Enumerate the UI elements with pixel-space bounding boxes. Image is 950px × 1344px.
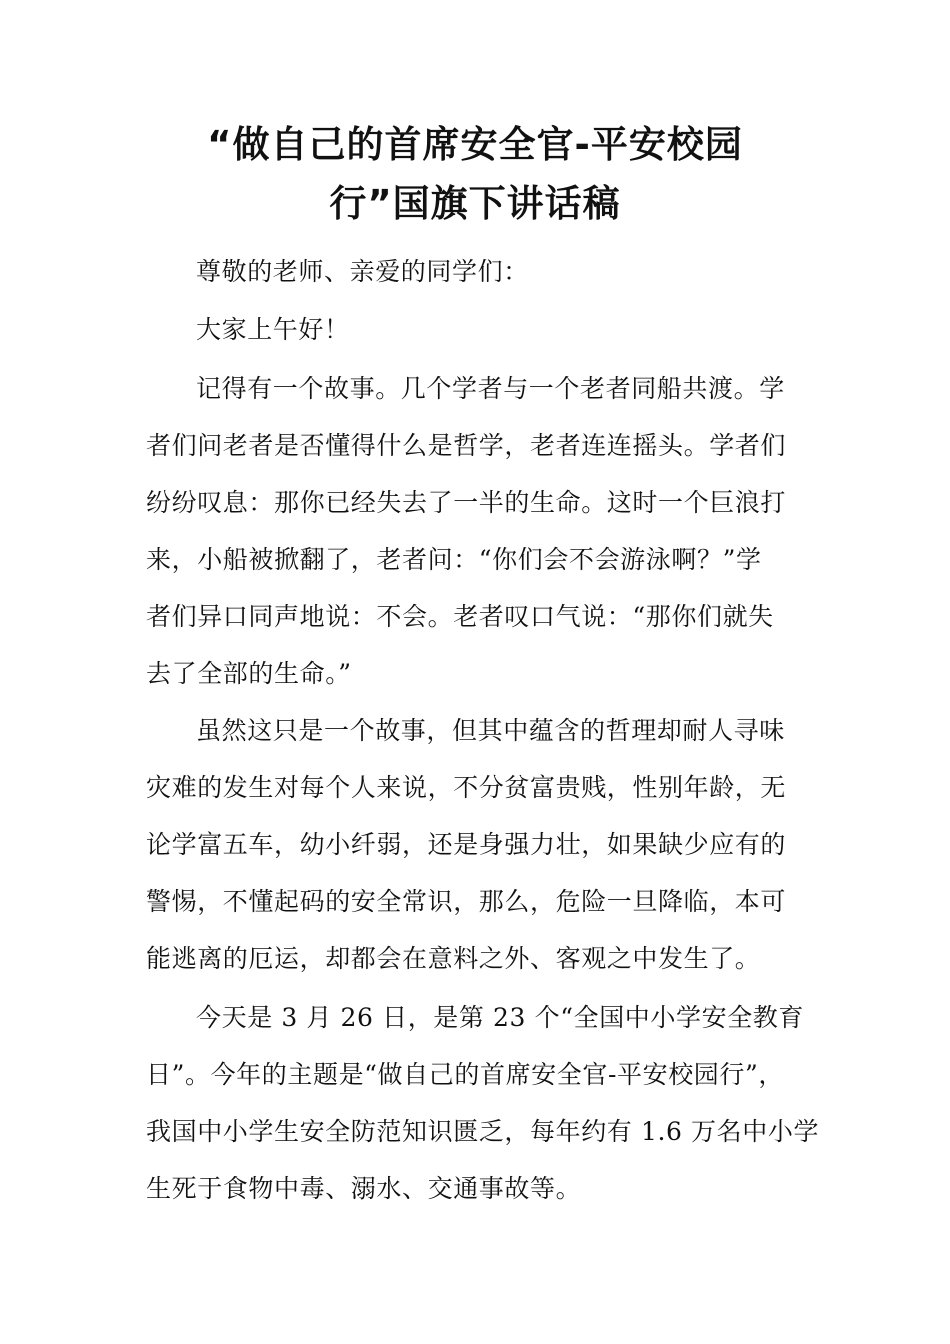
paragraph-line: 虽然这只是一个故事，但其中蕴含的哲理却耐人寻味 bbox=[196, 716, 785, 745]
paragraph-line: 日”。今年的主题是“做自己的首席安全官-平安校园行”， bbox=[146, 1060, 784, 1089]
paragraph-line: 生死于食物中毒、溺水、交通事故等。 bbox=[146, 1174, 582, 1203]
greeting: 大家上午好！ bbox=[196, 315, 350, 344]
paragraph-line: 我国中小学生安全防范知识匮乏，每年约有 1.6 万名中小学 bbox=[146, 1117, 820, 1146]
paragraph-line: 纷纷叹息：那你已经失去了一半的生命。这时一个巨浪打 bbox=[146, 488, 787, 517]
paragraph-line: 去了全部的生命。” bbox=[146, 659, 352, 688]
title-line-2: 行”国旗下讲话稿 bbox=[329, 182, 621, 225]
title-line-1: “做自己的首席安全官-平安校园 bbox=[207, 123, 743, 166]
paragraph-line: 来，小船被掀翻了，老者问：“你们会不会游泳啊？”学 bbox=[146, 545, 762, 574]
paragraph-line: 能逃离的厄运，却都会在意料之外、客观之中发生了。 bbox=[146, 944, 761, 973]
paragraph-line: 今天是 3 月 26 日，是第 23 个“全国中小学安全教育 bbox=[196, 1003, 804, 1032]
paragraph-line: 记得有一个故事。几个学者与一个老者同船共渡。学 bbox=[196, 374, 785, 403]
paragraph-line: 者们异口同声地说：不会。老者叹口气说：“那你们就失 bbox=[146, 602, 774, 631]
salutation: 尊敬的老师、亲爱的同学们： bbox=[196, 257, 529, 286]
paragraph-line: 论学富五车，幼小纤弱，还是身强力壮，如果缺少应有的 bbox=[146, 830, 787, 859]
paragraph-line: 者们问老者是否懂得什么是哲学，老者连连摇头。学者们 bbox=[146, 431, 787, 460]
paragraph-line: 灾难的发生对每个人来说，不分贫富贵贱，性别年龄，无 bbox=[146, 773, 787, 802]
paragraph-line: 警惕，不懂起码的安全常识，那么，危险一旦降临，本可 bbox=[146, 887, 787, 916]
